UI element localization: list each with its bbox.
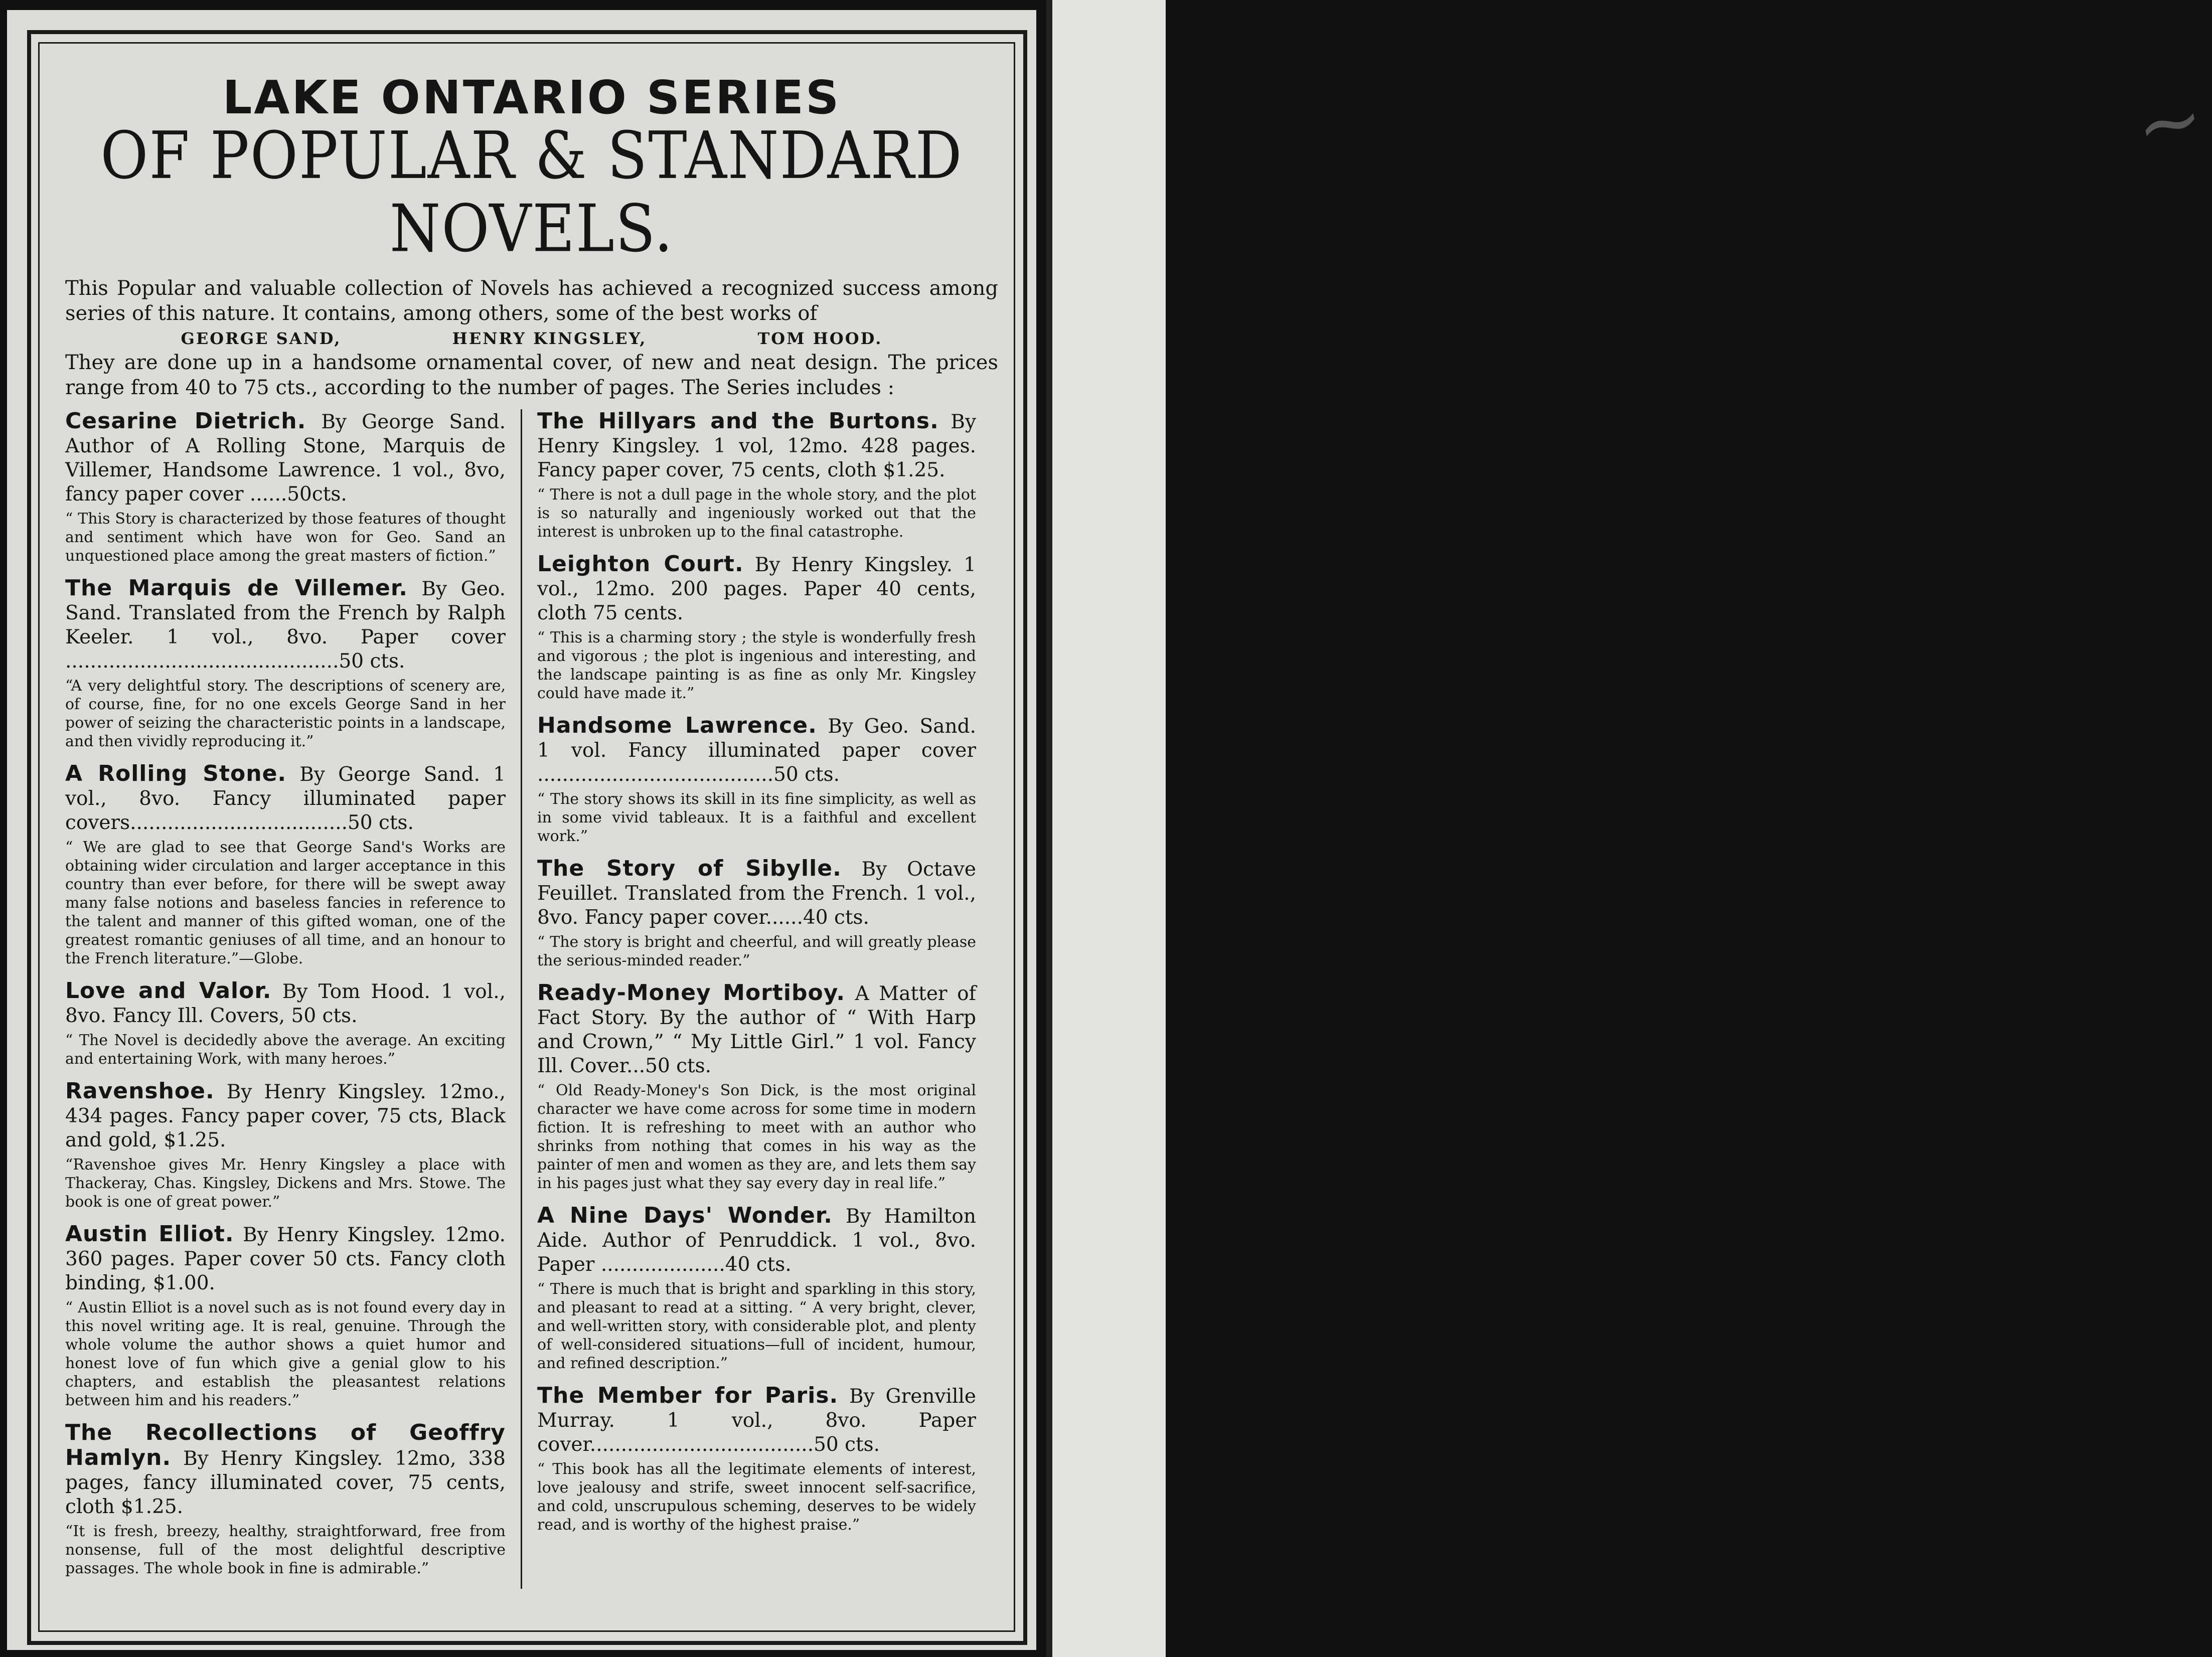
book-title: The Marquis de Villemer. [65, 575, 408, 601]
book-entry [537, 714, 976, 846]
book-heading [65, 1222, 506, 1295]
book-title: The Recollections of Geoffry Hamlyn. [65, 1420, 506, 1470]
book-heading [65, 1421, 506, 1519]
book-heading [537, 1204, 976, 1277]
book-details: By George Sand. Author of A Rolling Stone, Marquis de Villemer, Handsome Lawrence. 1 vol., 8vo, fancy paper cover ......50cts. [65, 411, 506, 506]
review-quote: “ The Novel is decidedly above the average. An exciting and entertaining Work, with many heroes.” [65, 1032, 506, 1068]
book-entry [65, 1079, 506, 1211]
book-entry [537, 409, 976, 541]
book-title: A Nine Days' Wonder. [537, 1203, 833, 1228]
book-entry [65, 576, 506, 751]
series-subtitle: OF POPULAR & STANDARD NOVELS. [100, 118, 963, 267]
book-details: By Octave Feuillet. Translated from the French. 1 vol., 8vo. Fancy paper cover......40 cts. [537, 858, 976, 929]
book-details: By Grenville Murray. 1 vol., 8vo. Paper cover....................................50 cts. [537, 1385, 976, 1456]
author-name: GEORGE SAND, [181, 329, 342, 348]
pricing-paragraph: They are done up in a handsome ornamental cover, of new and neat design. The prices range from 40 to 75 cts., according to the number of pages. The Series includes : [65, 351, 998, 399]
book-details: By Henry Kingsley. 12mo. 360 pages. Paper cover 50 cts. Fancy cloth binding, $1.00. [65, 1224, 506, 1294]
book-details: By Henry Kingsley. 1 vol, 12mo. 428 pages. Fancy paper cover, 75 cents, cloth $1.25. [537, 411, 976, 481]
advertisement [65, 70, 998, 1589]
book-heading [65, 979, 506, 1028]
book-title: A Rolling Stone. [65, 761, 287, 786]
book-heading [65, 576, 506, 674]
author-name: HENRY KINGSLEY, [452, 329, 647, 348]
book-title: Ready-Money Mortiboy. [537, 980, 846, 1006]
handwritten-mark: ~ [2127, 69, 2212, 175]
book-title: Austin Elliot. [65, 1221, 234, 1247]
book-entry [65, 1421, 506, 1578]
book-entry [537, 1384, 976, 1534]
book-title: The Hillyars and the Burtons. [537, 408, 939, 434]
book-title: Love and Valor. [65, 978, 272, 1004]
review-quote: “ This Story is characterized by those features of thought and sentiment which have won for Geo. Sand an unquestioned place among the great masters of fiction.” [65, 510, 506, 565]
book-details: By Henry Kingsley. 1 vol., 12mo. 200 pages. Paper 40 cents, cloth 75 cents. [537, 554, 976, 624]
review-quote: “ This is a charming story ; the style is wonderfully fresh and vigorous ; the plot is ingenious and interesting, and the landscape painting is as fine as only Mr. Kingsley could have made it.” [537, 629, 976, 702]
book-entry [65, 762, 506, 968]
book-details: By Hamilton Aide. Author of Penruddick. 1 vol., 8vo. Paper ....................40 cts. [537, 1205, 976, 1276]
book-heading [65, 762, 506, 835]
book-details: By Geo. Sand. Translated from the French by Ralph Keeler. 1 vol., 8vo. Paper cover ............................................50 cts. [65, 578, 506, 673]
book-details: By Henry Kingsley. 12mo., 434 pages. Fancy paper cover, 75 cts, Black and gold, $1.25. [65, 1081, 506, 1151]
review-quote: “ There is not a dull page in the whole story, and the plot is so naturally and ingeniously worked out that the interest is unbroken up to the final catastrophe. [537, 486, 976, 541]
book-heading [537, 552, 976, 625]
book-heading [537, 981, 976, 1078]
book-entry [537, 1204, 976, 1373]
book-heading [65, 409, 506, 507]
series-title: LAKE ONTARIO SERIES [222, 71, 841, 124]
review-quote: “ Old Ready-Money's Son Dick, is the most original character we have come across for some time in modern fiction. It is refreshing to meet with an author who shrinks from nothing that comes in his way as the painter of men and women as they are, and lets them say in his pages just what they say every day in real life.” [537, 1082, 976, 1192]
adjacent-page-strip [1052, 0, 2212, 1657]
book-entry [537, 552, 976, 703]
book-title: Handsome Lawrence. [537, 713, 817, 738]
review-quote: “ The story shows its skill in its fine simplicity, as well as in some vivid tableaux. It is a faithful and excellent work.” [537, 790, 976, 845]
book-title: Leighton Court. [537, 551, 744, 577]
review-quote: “Ravenshoe gives Mr. Henry Kingsley a place with Thackeray, Chas. Kingsley, Dickens and Mrs. Stowe. The book is one of great power.” [65, 1156, 506, 1211]
review-quote: “ We are glad to see that George Sand's Works are obtaining wider circulation and larger acceptance in this country than ever before, for there will be swept away many false notions and baseless fancies in reference to the talent and manner of this gifted woman, one of the greatest romantic geniuses of all time, and an honour to the French literature.”—Globe. [65, 839, 506, 967]
book-details: By Tom Hood. 1 vol., 8vo. Fancy Ill. Covers, 50 cts. [65, 980, 506, 1027]
book-entry [65, 409, 506, 565]
author-name: TOM HOOD. [757, 329, 883, 348]
review-quote: “ The story is bright and cheerful, and will greatly please the serious-minded reader.” [537, 933, 976, 969]
left-column [65, 409, 521, 1589]
review-quote: “It is fresh, breezy, healthy, straightforward, free from nonsense, full of the most delightful descriptive passages. The whole book in fine is admirable.” [65, 1523, 506, 1577]
book-details: By George Sand. 1 vol., 8vo. Fancy illuminated paper covers...................................50 cts. [65, 763, 506, 834]
book-details: By Henry Kingsley. 12mo, 338 pages, fancy illuminated cover, 75 cents, cloth $1.25. [65, 1447, 506, 1518]
right-column [521, 409, 976, 1589]
review-quote: “A very delightful story. The descriptions of scenery are, of course, fine, for no one excels George Sand in her power of seizing the characteristic points in a landscape, and then vividly reproducing it.” [65, 677, 506, 750]
page-edge-shadow [1046, 0, 1052, 1657]
book-title: The Story of Sibylle. [537, 856, 842, 881]
book-title: Cesarine Dietrich. [65, 408, 306, 434]
book-entry [65, 1222, 506, 1410]
book-heading [65, 1079, 506, 1152]
book-heading [537, 714, 976, 787]
book-title: Ravenshoe. [65, 1078, 215, 1104]
book-heading [537, 409, 976, 482]
book-details: By Geo. Sand. 1 vol. Fancy illuminated paper cover ......................................50 cts. [537, 715, 976, 786]
book-entry [65, 979, 506, 1068]
book-entry [537, 857, 976, 970]
book-details: A Matter of Fact Story. By the author of “ With Harp and Crown,” “ My Little Girl.” 1 vol. Fancy Ill. Cover...50 cts. [537, 982, 976, 1077]
review-quote: “ There is much that is bright and sparkling in this story, and pleasant to read at a sitting. “ A very bright, clever, and well-written story, with considerable plot, and plenty of well-considered situations—full of incident, humour, and refined description.” [537, 1280, 976, 1372]
book-listings [65, 409, 998, 1589]
book-entry [537, 981, 976, 1193]
review-quote: “ Austin Elliot is a novel such as is not found every day in this novel writing age. It is real, genuine. Through the whole volume the author shows a quiet humor and honest love of fun which give a genial glow to his chapters, and establish the pleasantest relations between him and his readers.” [65, 1299, 506, 1409]
book-heading [537, 857, 976, 930]
book-title: The Member for Paris. [537, 1383, 839, 1408]
review-quote: “ This book has all the legitimate elements of interest, love jealousy and strife, sweet innocent self-sacrifice, and cold, unscrupulous scheming, deserves to be widely read, and is worthy of the highest praise.” [537, 1460, 976, 1534]
book-heading [537, 1384, 976, 1457]
featured-authors [65, 329, 998, 348]
intro-paragraph: This Popular and valuable collection of Novels has achieved a recognized success among series of this nature. It contains, among others, some of the best works of [65, 277, 998, 325]
